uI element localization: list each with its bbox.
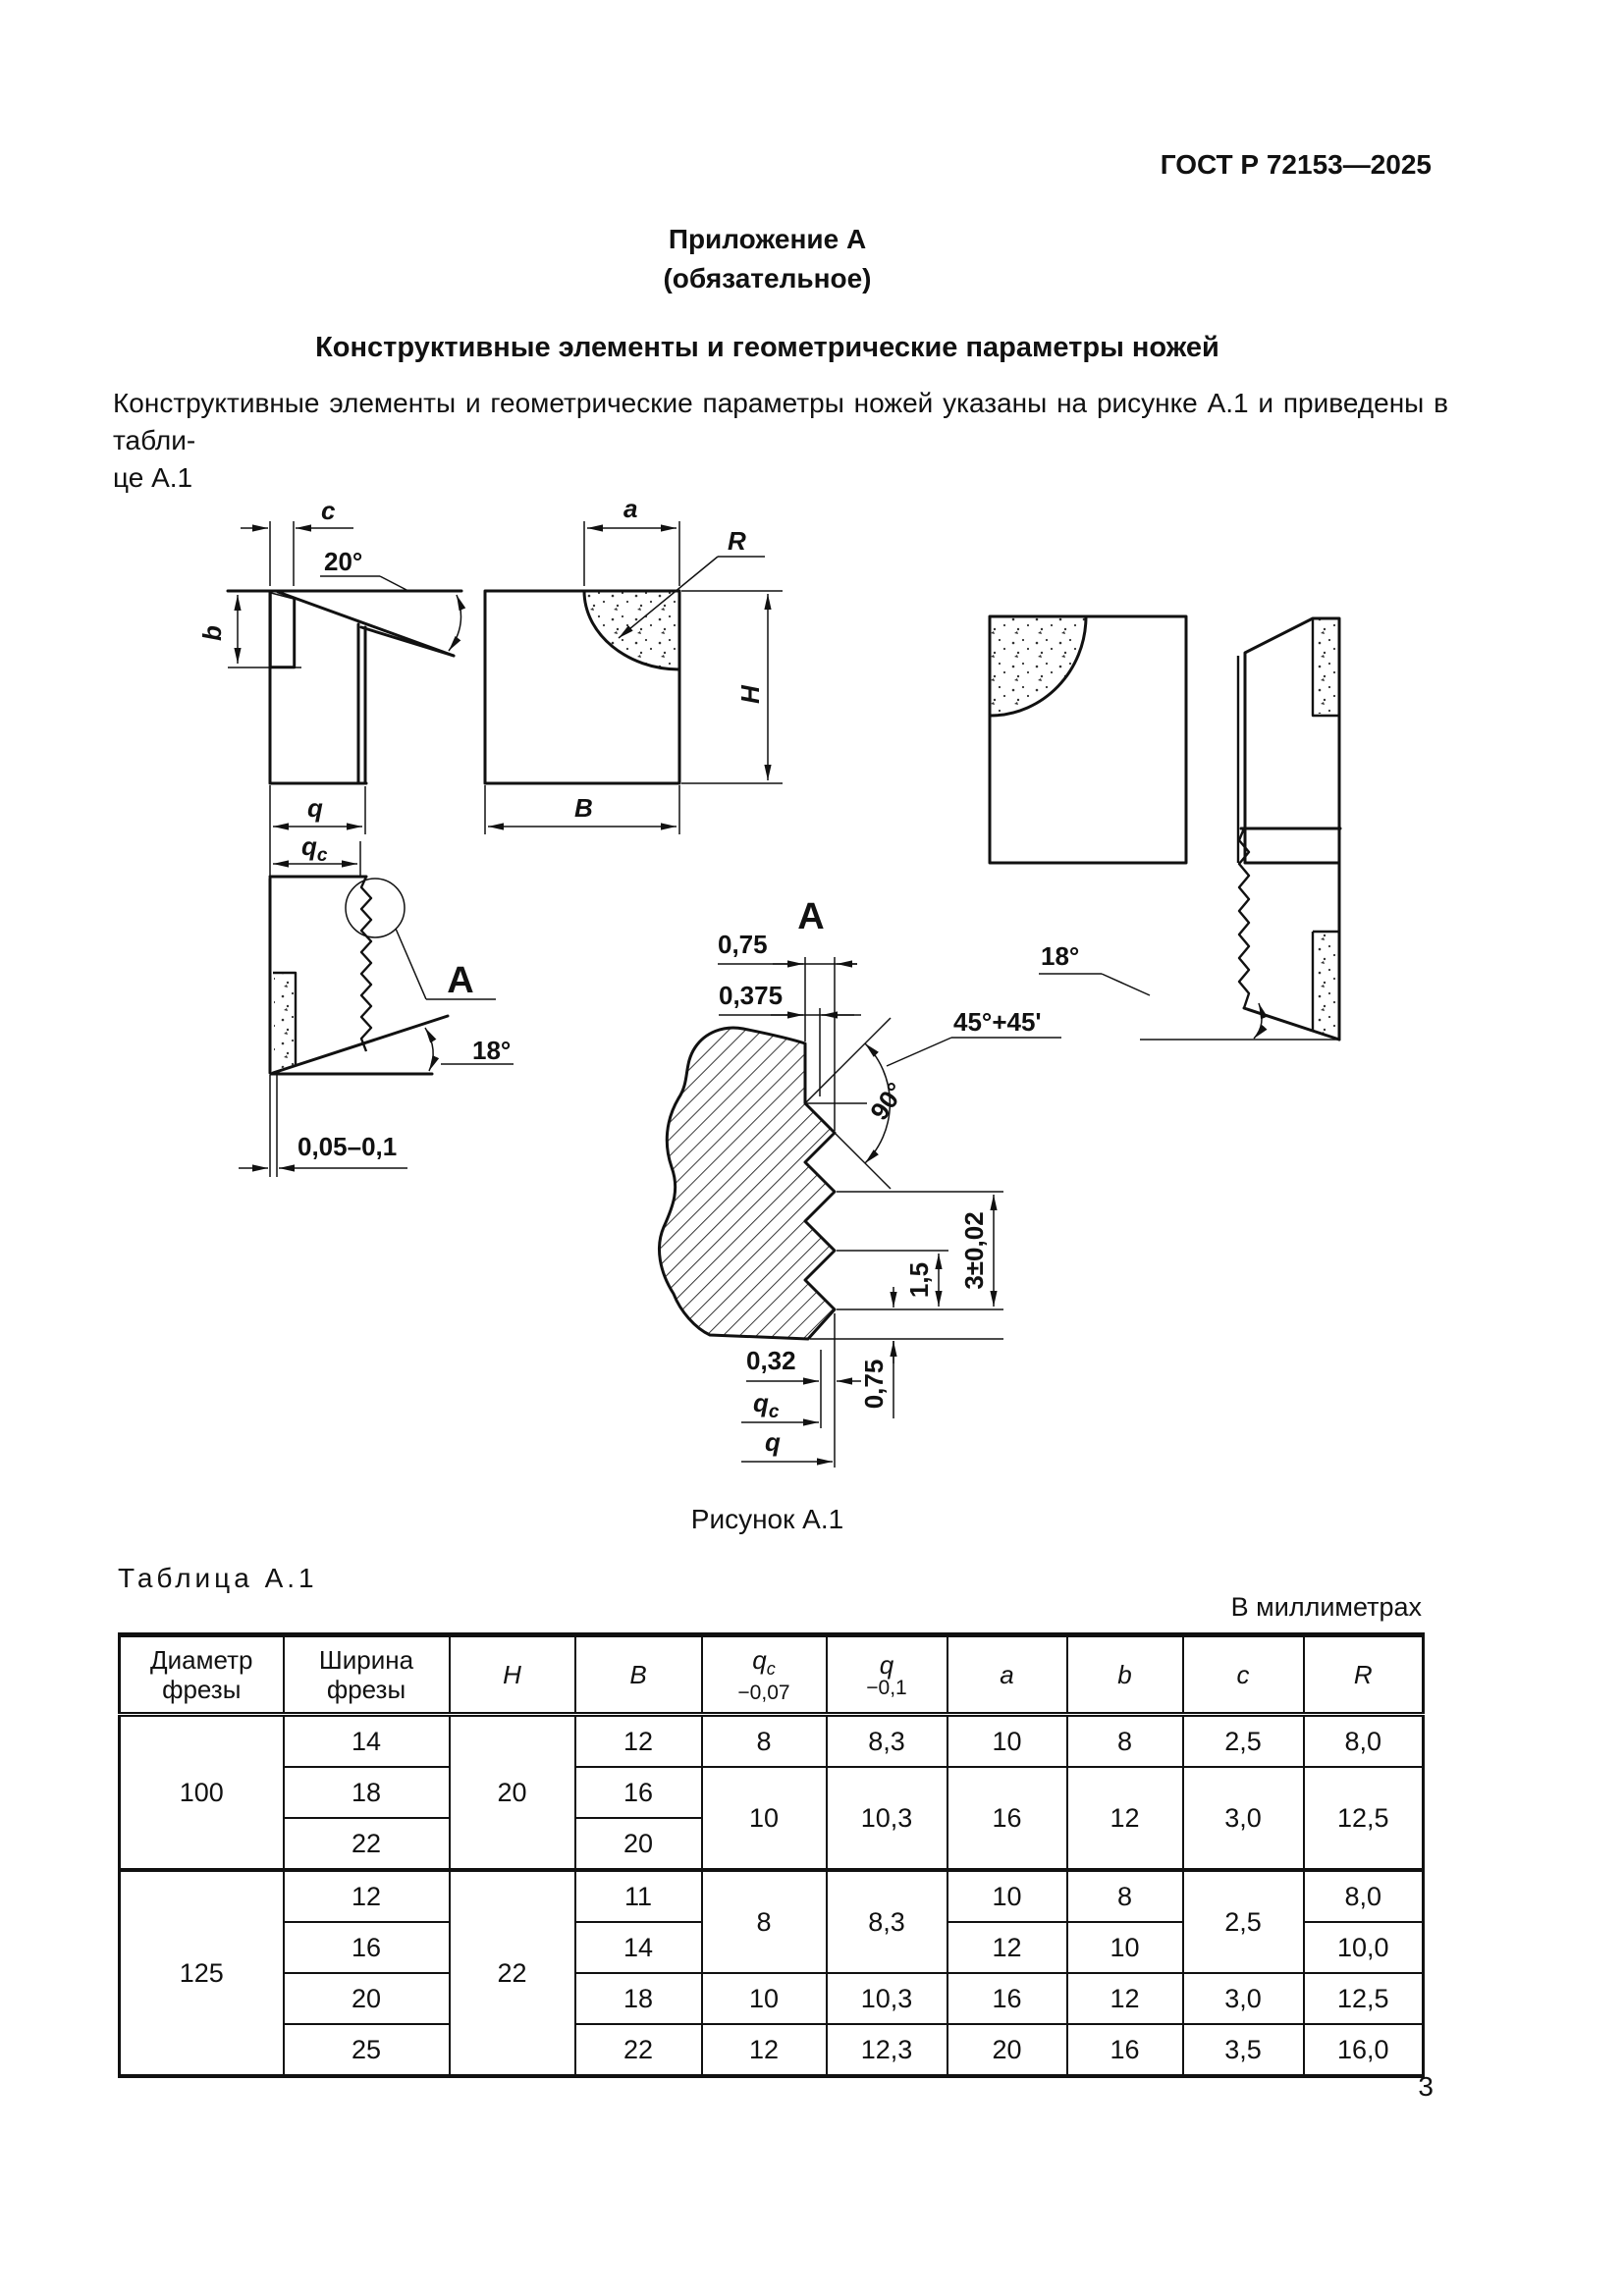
parameters-table: [118, 1632, 1425, 2078]
dim-label-qc-detail: $q_c$: [753, 1388, 780, 1422]
dim-label-90deg: 90°: [864, 1077, 911, 1126]
dim-label-bw: B: [574, 793, 593, 823]
appendix-title: Приложение А: [668, 224, 867, 254]
dim-label-c: c: [321, 496, 336, 525]
cell-diameter-125: 125: [120, 1870, 284, 2076]
detail-callout-label: А: [447, 960, 474, 1001]
dim-label-b: b: [197, 625, 227, 641]
dim-label-qc: $q_c$: [301, 831, 328, 866]
table-row: 22 20: [120, 1818, 1424, 1870]
dim-label-45deg: 45°+45': [953, 1007, 1042, 1037]
dim-label-075-bottom: 0,75: [859, 1359, 889, 1410]
col-header-a: a: [947, 1635, 1067, 1715]
page-number: 3: [1418, 2071, 1434, 2102]
table-units-note: В миллиметрах: [1230, 1592, 1422, 1622]
figure-a1-drawing: [113, 496, 1429, 1497]
col-header-q: q −0,1: [827, 1635, 947, 1715]
table-header-row: [120, 1635, 1424, 1715]
dim-label-0375: 0,375: [719, 981, 784, 1010]
section-label-a: А: [797, 896, 825, 937]
dim-label-18deg-right: 18°: [1041, 941, 1080, 971]
view-back: [990, 616, 1339, 863]
table-row: 125 12 22 11 8 8,3 10 8 2,5 8,0: [120, 1870, 1424, 1922]
table-row: 20 18 10 10,3 16 12 3,0 12,5: [120, 1973, 1424, 2024]
dim-label-h: H: [735, 685, 765, 704]
col-header-diameter: Диаметр фрезы: [120, 1635, 284, 1715]
knife-section-hatched: [659, 1028, 835, 1339]
table-row: 100 14 20 12 8 8,3 10 8 2,5 8,0: [120, 1715, 1424, 1768]
col-header-r: R: [1304, 1635, 1424, 1715]
appendix-kind: (обязательное): [663, 263, 872, 294]
col-header-c: c: [1183, 1635, 1304, 1715]
table-row: 25 22 12 12,3 20 16 3,5 16,0: [120, 2024, 1424, 2076]
carbide-stipple: [274, 974, 295, 1070]
col-header-qc: $q_c$ −0,07: [702, 1635, 827, 1715]
cell-diameter-100: 100: [120, 1715, 284, 1871]
dim-label-q-detail: q: [765, 1427, 781, 1457]
col-header-b: B: [575, 1635, 702, 1715]
dim-label-a: a: [623, 496, 638, 523]
table-row: 18 16 10 10,3 16 12 3,0 12,5: [120, 1767, 1424, 1818]
dim-label-18deg-left: 18°: [472, 1036, 512, 1065]
dim-label-20deg: 20°: [324, 547, 363, 576]
dim-label-pitch: 3±0,02: [959, 1211, 989, 1290]
appendix-heading: Конструктивные элементы и геометрические параметры ножей: [315, 332, 1219, 363]
table-title: Таблица А.1: [118, 1563, 318, 1593]
figure-caption: Рисунок А.1: [690, 1504, 844, 1534]
view-serration-side: [239, 877, 514, 1177]
col-header-width: Ширина фрезы: [284, 1635, 450, 1715]
view-detail-a: [659, 896, 1061, 1468]
view-side-profile: [197, 496, 461, 879]
col-header-h: H: [450, 1635, 575, 1715]
table-row: 16 14 12 10 10,0: [120, 1922, 1424, 1973]
intro-line-1: Конструктивные элементы и геометрические параметры ножей указаны на рисунке А.1 и приведены в табли-: [113, 388, 1448, 455]
dim-label-q: q: [307, 793, 323, 823]
intro-paragraph: [113, 385, 1448, 497]
dim-label-gap: 0,05–0,1: [298, 1132, 398, 1161]
intro-line-2: це А.1: [113, 462, 193, 493]
serration-zigzag: [361, 877, 371, 1051]
dim-label-15: 1,5: [904, 1261, 934, 1299]
view-front: [485, 496, 783, 834]
dim-label-r: R: [728, 526, 746, 556]
carbide-stipple: [271, 593, 294, 667]
view-right-side: [1039, 828, 1340, 1040]
dim-label-075-top: 0,75: [718, 930, 768, 959]
carbide-stipple: [1314, 934, 1338, 1038]
standard-reference: ГОСТ Р 72153—2025: [1160, 149, 1432, 180]
col-header-bb: b: [1067, 1635, 1183, 1715]
dim-label-032: 0,32: [746, 1346, 796, 1375]
carbide-stipple: [1314, 619, 1338, 714]
